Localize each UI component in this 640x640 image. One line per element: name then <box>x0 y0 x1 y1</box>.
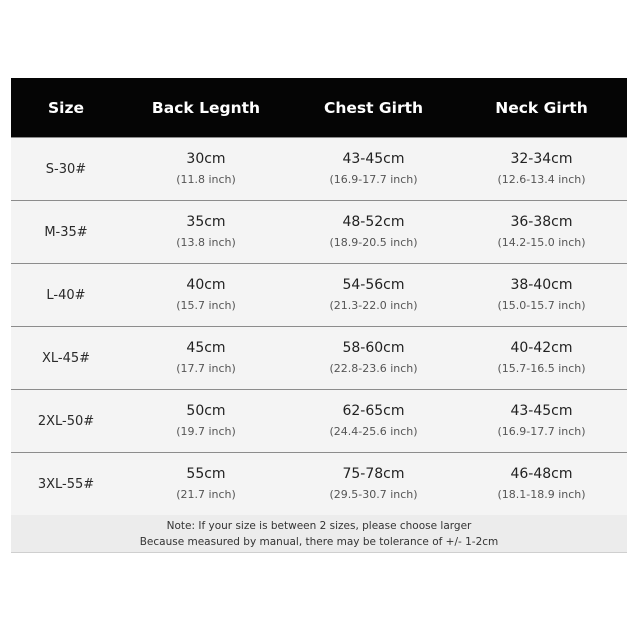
size-cell: M-35# <box>44 224 88 240</box>
back-length-inch: (11.8 inch) <box>176 172 236 186</box>
chest-girth-inch: (18.9-20.5 inch) <box>329 235 418 249</box>
note-tolerance: Because measured by manual, there may be tolerance of +/- 1-2cm <box>139 535 499 548</box>
chest-girth-cell <box>291 465 456 504</box>
neck-girth-inch: (14.2-15.0 inch) <box>497 235 586 249</box>
chest-girth-cell <box>291 339 456 378</box>
notes-footer <box>11 515 627 553</box>
size-cell: L-40# <box>46 287 86 303</box>
header-back-length: Back Legnth <box>151 98 261 117</box>
back-length-inch: (13.8 inch) <box>176 235 236 249</box>
back-length-cell <box>121 276 291 315</box>
back-length-cell <box>121 213 291 252</box>
neck-girth-cm: 43-45cm <box>510 402 573 419</box>
neck-girth-inch: (12.6-13.4 inch) <box>497 172 586 186</box>
size-chart-table <box>11 78 627 553</box>
size-cell: XL-45# <box>41 350 91 366</box>
back-length-cm: 50cm <box>186 402 226 419</box>
neck-girth-cm: 40-42cm <box>510 339 573 356</box>
table-row <box>11 326 627 389</box>
back-length-cell <box>121 150 291 189</box>
back-length-cm: 30cm <box>186 150 226 167</box>
back-length-inch: (15.7 inch) <box>176 298 236 312</box>
back-length-cell <box>121 402 291 441</box>
chest-girth-inch: (21.3-22.0 inch) <box>329 298 418 312</box>
back-length-cm: 35cm <box>186 213 226 230</box>
chest-girth-inch: (29.5-30.7 inch) <box>329 487 418 501</box>
neck-girth-inch: (16.9-17.7 inch) <box>497 424 586 438</box>
neck-girth-cell <box>456 150 627 189</box>
header-neck-girth: Neck Girth <box>495 98 588 117</box>
table-row <box>11 263 627 326</box>
back-length-inch: (17.7 inch) <box>176 361 236 375</box>
table-header <box>11 78 627 137</box>
chest-girth-cm: 58-60cm <box>342 339 405 356</box>
neck-girth-inch: (15.7-16.5 inch) <box>497 361 586 375</box>
neck-girth-cell <box>456 339 627 378</box>
chest-girth-inch: (24.4-25.6 inch) <box>329 424 418 438</box>
size-cell: 3XL-55# <box>37 476 95 492</box>
chest-girth-cm: 75-78cm <box>342 465 405 482</box>
header-chest-girth: Chest Girth <box>323 98 424 117</box>
table-row <box>11 200 627 263</box>
chest-girth-inch: (16.9-17.7 inch) <box>329 172 418 186</box>
chest-girth-inch: (22.8-23.6 inch) <box>329 361 418 375</box>
neck-girth-cell <box>456 276 627 315</box>
neck-girth-inch: (18.1-18.9 inch) <box>497 487 586 501</box>
chest-girth-cell <box>291 213 456 252</box>
neck-girth-cell <box>456 465 627 504</box>
chest-girth-cell <box>291 276 456 315</box>
table-row <box>11 137 627 200</box>
neck-girth-cell <box>456 402 627 441</box>
note-size-advice: Note: If your size is between 2 sizes, please choose larger <box>166 519 472 532</box>
size-cell: S-30# <box>45 161 87 177</box>
chest-girth-cell <box>291 150 456 189</box>
table-row <box>11 389 627 452</box>
back-length-cm: 40cm <box>186 276 226 293</box>
neck-girth-cm: 38-40cm <box>510 276 573 293</box>
back-length-cm: 55cm <box>186 465 226 482</box>
neck-girth-inch: (15.0-15.7 inch) <box>497 298 586 312</box>
neck-girth-cm: 32-34cm <box>510 150 573 167</box>
back-length-inch: (21.7 inch) <box>176 487 236 501</box>
back-length-cm: 45cm <box>186 339 226 356</box>
chest-girth-cm: 62-65cm <box>342 402 405 419</box>
header-size: Size <box>47 98 84 117</box>
size-cell: 2XL-50# <box>37 413 95 429</box>
neck-girth-cm: 36-38cm <box>510 213 573 230</box>
chest-girth-cm: 54-56cm <box>342 276 405 293</box>
back-length-inch: (19.7 inch) <box>176 424 236 438</box>
back-length-cell <box>121 465 291 504</box>
table-row <box>11 452 627 515</box>
chest-girth-cell <box>291 402 456 441</box>
neck-girth-cm: 46-48cm <box>510 465 573 482</box>
chest-girth-cm: 43-45cm <box>342 150 405 167</box>
back-length-cell <box>121 339 291 378</box>
chest-girth-cm: 48-52cm <box>342 213 405 230</box>
neck-girth-cell <box>456 213 627 252</box>
